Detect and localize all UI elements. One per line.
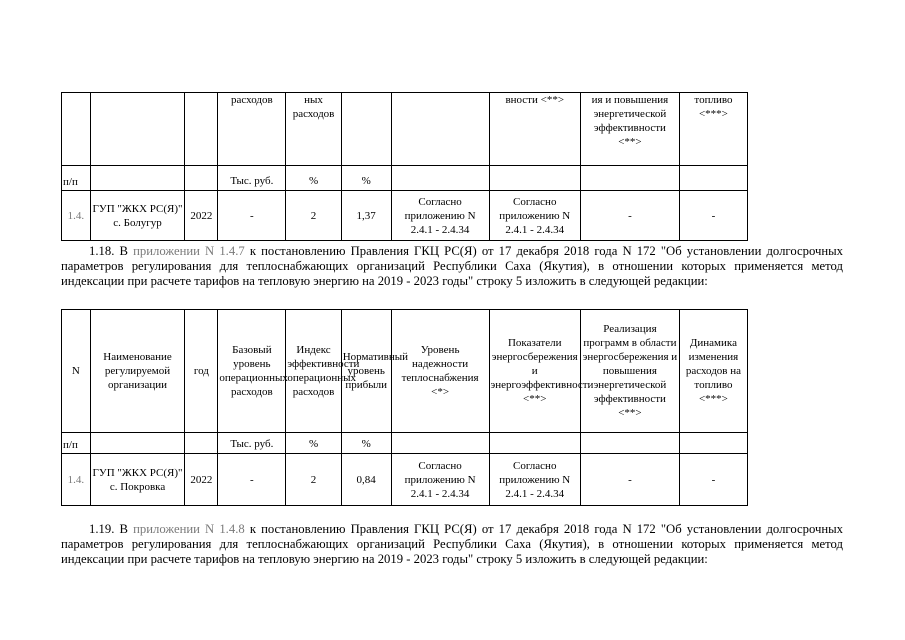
header-cell: N [62,310,91,433]
data-cell: - [218,191,286,241]
units-cell [185,433,218,454]
row-number: 1.4. [62,191,91,241]
data-cell: Согласно приложению N 2.4.1 - 2.4.34 [391,191,489,241]
units-cell [489,166,580,191]
header-cell: Уровень надежности теплоснабжения <*> [391,310,489,433]
header-cell: расходов [218,93,286,166]
data-cell: 2 [286,454,341,506]
year-cell: 2022 [185,454,218,506]
header-cell: Реализация программ в области энергосбережения и повышения энергетической эффективности <**> [580,310,679,433]
data-cell: 0,84 [341,454,391,506]
units-cell [391,166,489,191]
header-cell [62,93,91,166]
data-cell: - [580,191,679,241]
table-row [62,191,748,241]
units-cell: % [286,433,341,454]
header-cell: Индекс эффективности операционных расходов [286,310,341,433]
appendix-link[interactable]: приложении N 1.4.7 [133,244,245,258]
units-cell [580,166,679,191]
units-cell: % [341,433,391,454]
organization-name: ГУП "ЖКХ РС(Я)" с. Покровка [90,454,185,506]
data-cell: - [679,191,747,241]
header-cell: Базовый уровень операционных расходов [218,310,286,433]
data-cell: 2 [286,191,341,241]
table-header-row [62,310,748,433]
row-number: 1.4. [62,454,91,506]
units-cell: Тыс. руб. [218,433,286,454]
year-cell: 2022 [185,191,218,241]
units-cell [679,166,747,191]
units-cell [489,433,580,454]
header-cell: ных расходов [286,93,341,166]
header-cell [391,93,489,166]
data-cell: - [679,454,747,506]
paragraph-1-18 [61,244,843,289]
header-cell: Нормативный уровень прибыли [341,310,391,433]
table-units-row [62,166,748,191]
data-cell: - [218,454,286,506]
units-cell [185,166,218,191]
tariff-table-bottom [61,309,748,506]
data-cell: - [580,454,679,506]
units-cell: % [341,166,391,191]
data-cell: Согласно приложению N 2.4.1 - 2.4.34 [489,454,580,506]
data-cell: Согласно приложению N 2.4.1 - 2.4.34 [489,191,580,241]
header-cell [185,93,218,166]
paragraph-text: 1.18. В [89,244,134,258]
header-cell: Динамика изменения расходов на топливо <***> [679,310,747,433]
units-cell [90,166,185,191]
header-cell: топливо <***> [679,93,747,166]
header-cell [341,93,391,166]
units-cell [679,433,747,454]
paragraph-text: к постановлению Правления ГКЦ РС(Я) от 17 декабря 2018 года N 172 "Об установлении долгосрочных параметров регулирования для теплоснабжающих организаций Республики Саха (Якутия), в отношении которых применяется метод индексации при расчете тарифов на тепловую энергию на 2019 - 2023 годы" строку 5 изложить в следующей редакции: [61,244,844,288]
header-cell: ия и повышения энергетической эффективности <**> [580,93,679,166]
header-cell: вности <**> [489,93,580,166]
header-cell: Наименование регулируемой организации [90,310,185,433]
units-cell [391,433,489,454]
units-cell: п/п [62,166,91,191]
units-cell: Тыс. руб. [218,166,286,191]
appendix-link[interactable]: приложении N 1.4.8 [133,522,245,536]
header-cell [90,93,185,166]
table-header-row [62,93,748,166]
units-cell: п/п [62,433,91,454]
paragraph-text: 1.19. В [89,522,134,536]
tariff-table-top [61,92,748,241]
units-cell [90,433,185,454]
paragraph-text: к постановлению Правления ГКЦ РС(Я) от 17 декабря 2018 года N 172 "Об установлении долгосрочных параметров регулирования для теплоснабжающих организаций Республики Саха (Якутия), в отношении которых применяется метод индексации при расчете тарифов на тепловую энергию на 2019 - 2023 годы" строку 5 изложить в следующей редакции: [61,522,844,566]
units-cell [580,433,679,454]
header-cell: Показатели энергосбережения и энергоэффективности <**> [489,310,580,433]
header-cell: год [185,310,218,433]
units-cell: % [286,166,341,191]
table-row [62,454,748,506]
data-cell: 1,37 [341,191,391,241]
organization-name: ГУП "ЖКХ РС(Я)" с. Болугур [90,191,185,241]
paragraph-1-19 [61,522,843,567]
data-cell: Согласно приложению N 2.4.1 - 2.4.34 [391,454,489,506]
table-units-row [62,433,748,454]
